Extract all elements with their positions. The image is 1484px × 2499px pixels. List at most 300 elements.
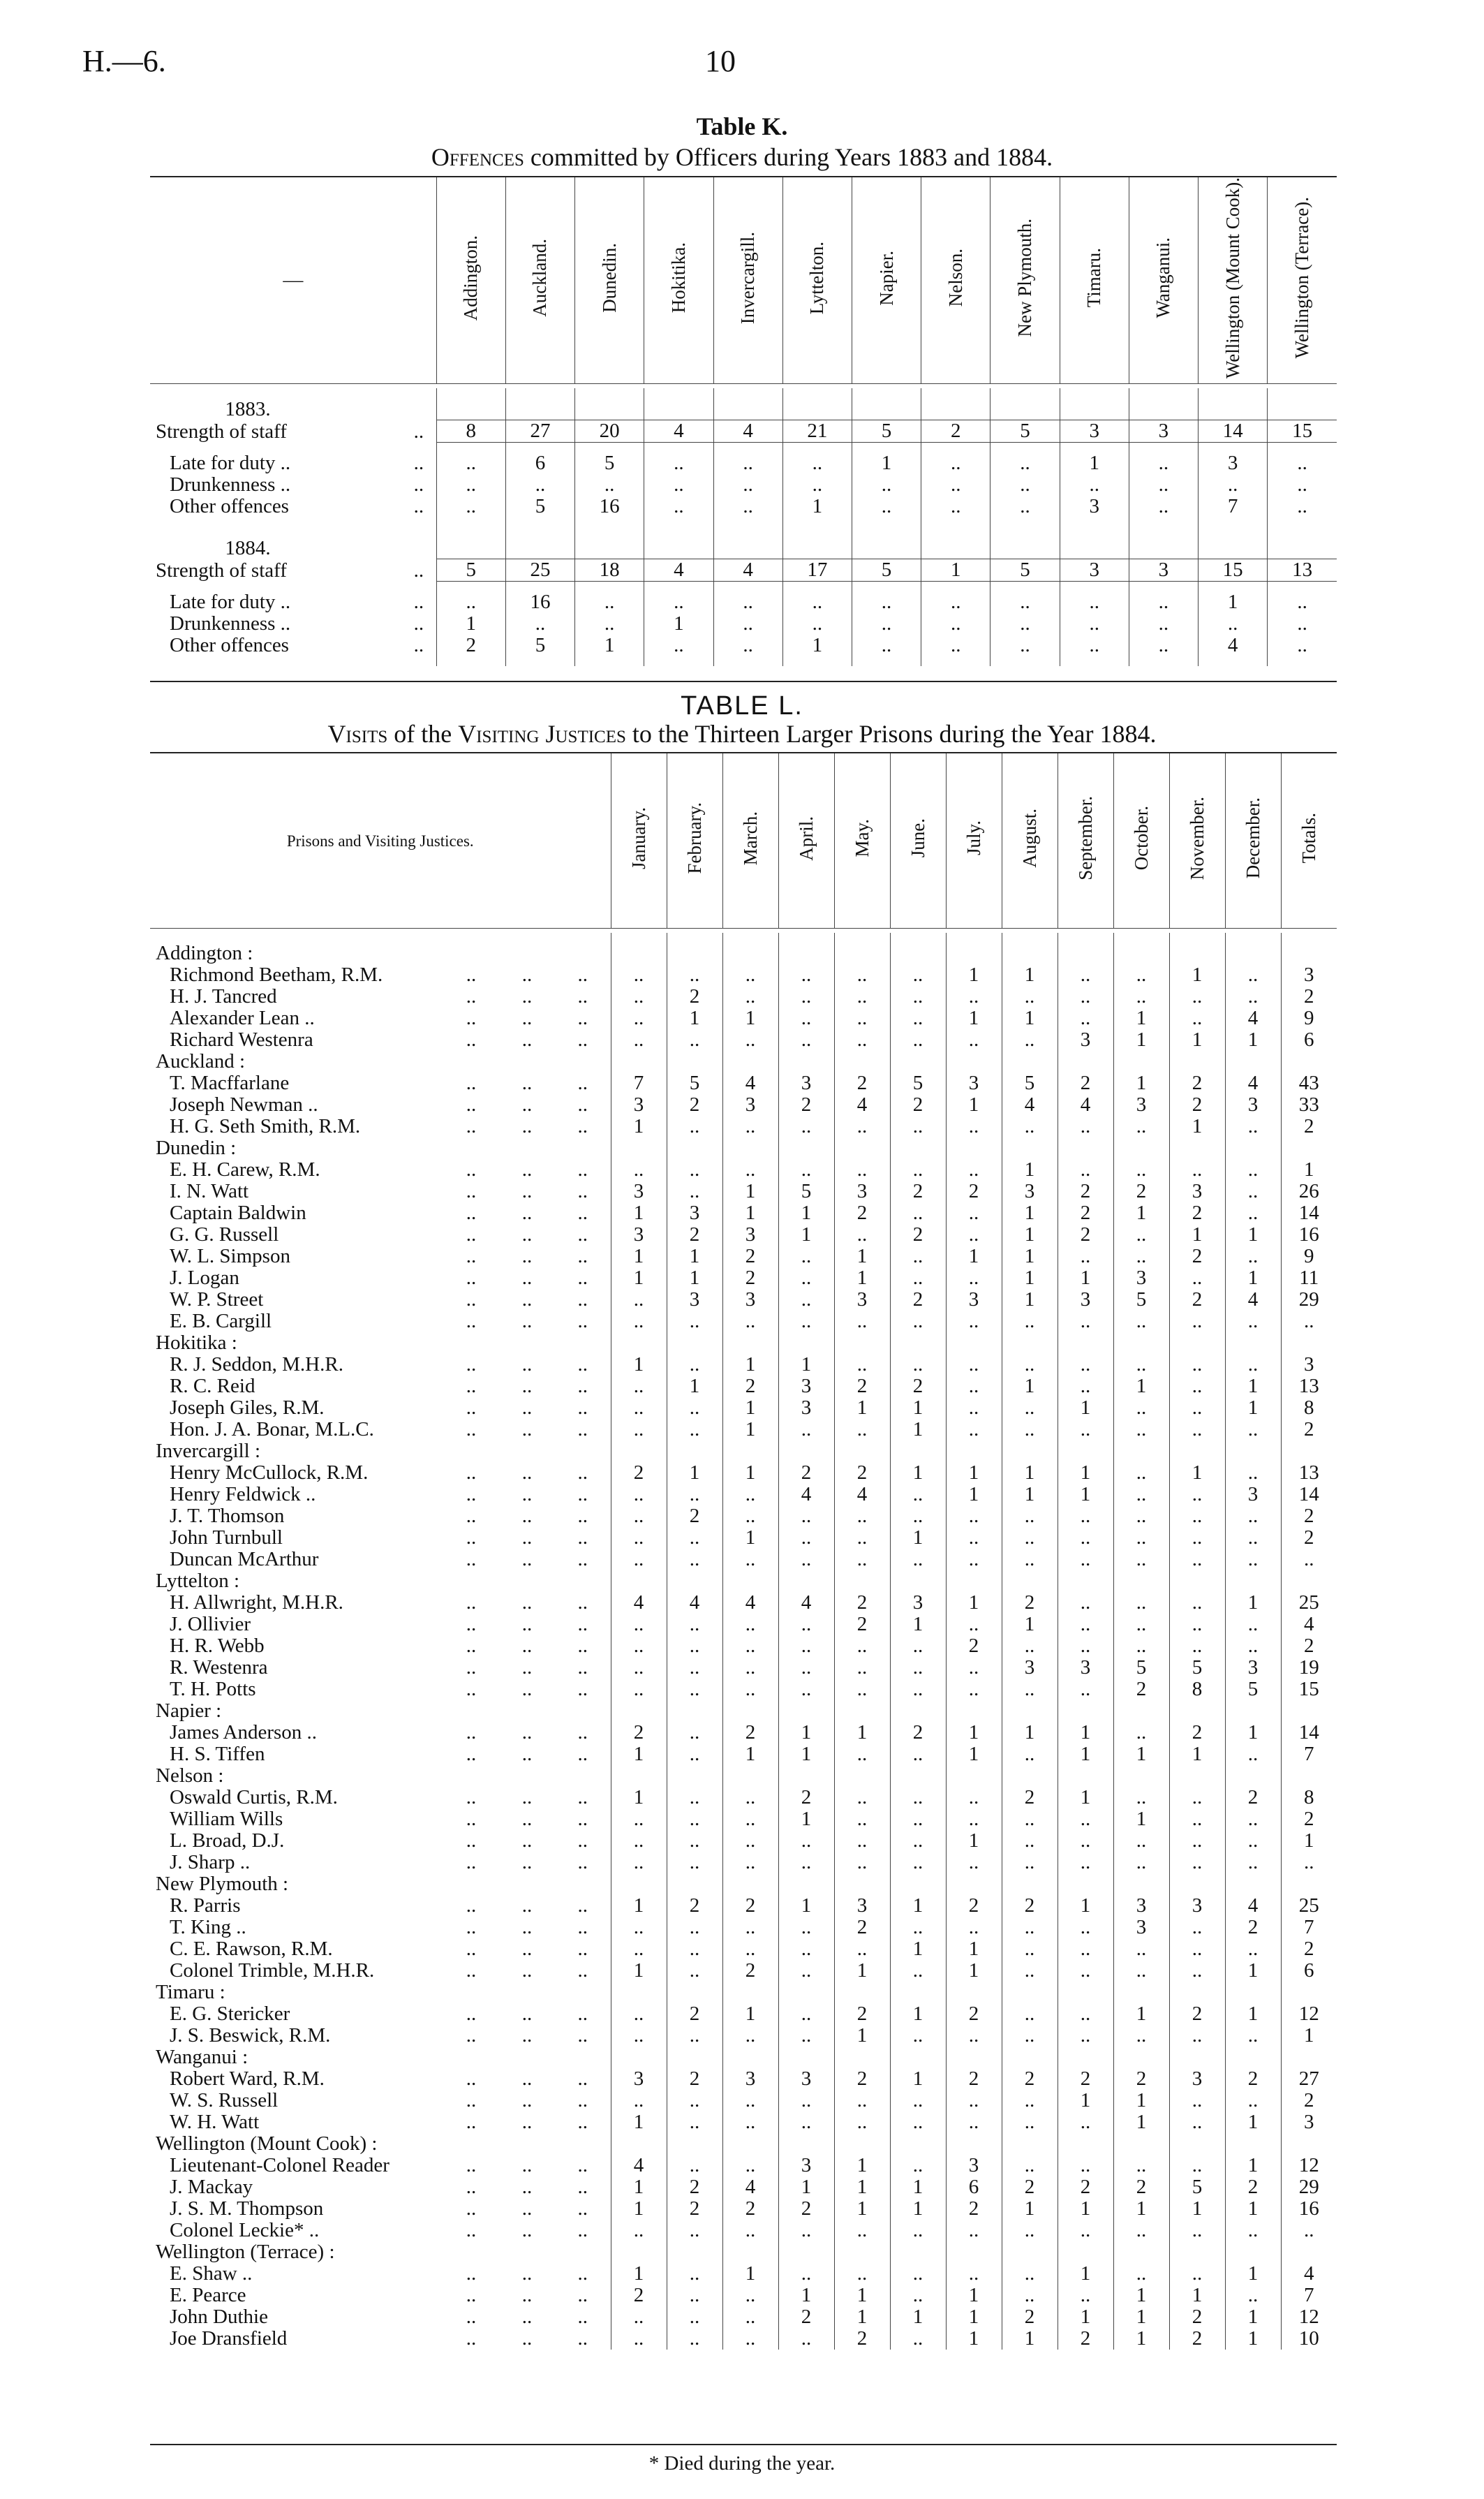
table-l-cell: 4 [1225,1072,1281,1094]
table-l-cell: 1 [1002,964,1058,986]
table-k-cell: .. [782,452,852,474]
table-l-cell: 1 [1058,1895,1113,1917]
table-l-cell: .. [667,1917,722,1938]
table-l-cell: 2 [946,2068,1002,2090]
table-l-cell: .. [1113,1484,1169,1505]
dot-leader: .. [521,1722,533,1744]
table-l-cell: .. [946,2220,1002,2241]
table-l-justice-name: R. Westenra [170,1657,268,1679]
table-k-cell: .. [1268,474,1337,496]
empty-cell [1058,2047,1113,2068]
table-l-cell: .. [722,1635,778,1657]
dot-leader: .. [466,2155,477,2176]
table-l-group-row [150,1700,1337,1722]
table-l-cell: 2 [834,1462,890,1484]
spacer-cell [782,656,852,666]
spacer-cell [575,656,644,666]
table-l-cell: 1 [1002,1246,1058,1267]
empty-cell [890,1051,946,1072]
table-l-cell: 2 [890,1181,946,1202]
table-l-cell: 3 [778,2068,834,2090]
table-l-cell: .. [834,1744,890,1765]
table-k-column-header [852,177,921,384]
table-l-cell: 2 [1225,2068,1281,2090]
table-l-group-name: Auckland : [156,1051,246,1072]
empty-cell [1281,1700,1337,1722]
table-l-cell: 2 [1113,1679,1169,1700]
table-l-cell: 2 [667,2003,722,2025]
table-k-cell: .. [782,613,852,635]
empty-cell [1002,2133,1058,2155]
table-l-group-name: Napier : [156,1700,222,1722]
table-k-column-header [644,177,713,384]
empty-cell [555,1873,611,1895]
table-l-cell: .. [1002,1419,1058,1440]
table-l-cell: .. [1113,1614,1169,1635]
table-l-cell: .. [890,1505,946,1527]
table-l-cell: 2 [1225,2176,1281,2198]
table-l-column-label: January. [628,807,649,869]
empty-cell [555,2133,611,2155]
table-l-cell: .. [946,2111,1002,2133]
table-l-cell: .. [1169,1505,1225,1527]
table-l-cell: 1 [890,2068,946,2090]
empty-cell [1113,1051,1169,1072]
spacer-cell [1268,656,1337,666]
table-l-cell: 1 [667,1246,722,1267]
table-k-spacer [150,517,1337,527]
table-l-cell: 2 [890,1376,946,1397]
table-l-cell: 1 [1225,2198,1281,2220]
table-l-cell: 1 [611,1246,667,1267]
table-l-cell: .. [722,1484,778,1505]
empty-cell [1225,1570,1281,1592]
dot-leader: .. [466,1527,477,1549]
table-l-justice-name: H. G. Seth Smith, R.M. [170,1116,361,1137]
dot-leader: .. [521,1008,533,1029]
empty-cell [1225,1137,1281,1159]
empty-cell [555,1137,611,1159]
table-l-cell: 1 [1281,1830,1337,1852]
dot-leader: .. [466,2263,477,2285]
dot-leader: .. [577,2025,588,2047]
dot-leader: .. [466,1917,477,1938]
table-l-cell: 12 [1281,2003,1337,2025]
empty-cell [499,1765,555,1787]
table-l-cell: 2 [722,2198,778,2220]
table-l-cell: .. [611,1376,667,1397]
empty-cell [1199,398,1268,420]
table-l-cell: .. [946,986,1002,1008]
dot-leader: .. [521,1072,533,1094]
table-k-cell: 16 [575,496,644,517]
table-k-subtitle-caps: Offences [431,143,524,171]
table-l-justice-name: L. Broad, D.J. [170,1830,285,1852]
empty-cell [667,1440,722,1462]
empty-cell [890,2047,946,2068]
table-l-cell: 2 [1281,1938,1337,1960]
empty-cell [1281,1982,1337,2003]
table-l-cell: 7 [1281,1744,1337,1765]
dot-leader: .. [521,2025,533,2047]
table-l-cell: .. [722,1917,778,1938]
empty-cell [667,1332,722,1354]
table-l-cell: 2 [890,1289,946,1311]
table-l-cell: .. [890,2155,946,2176]
table-l-cell: .. [1169,1549,1225,1570]
table-l-cell: .. [722,986,778,1008]
table-l-cell: .. [834,1635,890,1657]
empty-cell [1281,1570,1337,1592]
table-l-cell: 1 [1113,1376,1169,1397]
table-l-cell: .. [946,1354,1002,1376]
table-l-cell: .. [1058,1549,1113,1570]
table-l-cell: 2 [1113,2176,1169,2198]
table-l-cell: 3 [1002,1657,1058,1679]
table-k-cell: 16 [505,591,574,613]
empty-cell [1281,1051,1337,1072]
table-l-cell: .. [890,1008,946,1029]
table-l-cell: 3 [834,1289,890,1311]
table-k-column-label: Lyttelton. [806,241,828,315]
table-l-group-row [150,1051,1337,1072]
table-l-cell: .. [1113,1397,1169,1419]
table-l-cell: 4 [1002,1094,1058,1116]
table-l-cell: .. [834,1116,890,1137]
table-l-cell: 43 [1281,1072,1337,1094]
dot-leader: .. [466,2176,477,2198]
dot-leader: .. [466,1808,477,1830]
table-k-column-header [505,177,574,384]
dot-leader: .. [413,420,424,443]
table-l-cell: 12 [1281,2155,1337,2176]
table-l-cell: 2 [778,2306,834,2328]
table-l-column-header [778,753,834,929]
table-l-cell: 1 [834,2198,890,2220]
empty-cell [1002,1440,1058,1462]
table-l-cell: 2 [722,1895,778,1917]
table-k-column-header [436,177,505,384]
empty-cell [778,1873,834,1895]
table-l-justice-name: Joe Dransfield [170,2328,288,2350]
table-l-cell: .. [1225,1635,1281,1657]
table-l-cell: 6 [946,2176,1002,2198]
table-l-cell: 1 [890,2306,946,2328]
table-k-cell: 1 [575,635,644,656]
table-l-cell: .. [946,1311,1002,1332]
table-l-cell: 2 [722,1722,778,1744]
spacer-cell [1060,443,1129,453]
table-l-cell: .. [667,1419,722,1440]
table-l-cell: 2 [1225,1917,1281,1938]
table-l-cell: .. [834,1159,890,1181]
table-k-cell: .. [644,591,713,613]
table-l-cell: .. [946,1397,1002,1419]
table-l-cell: 2 [1058,2328,1113,2350]
dot-leader: .. [577,1376,588,1397]
table-k-cell: .. [921,474,990,496]
table-l-group-name: New Plymouth : [156,1873,289,1895]
table-l-cell: .. [722,1505,778,1527]
table-l-cell: .. [834,964,890,986]
table-l-cell: 1 [1281,1159,1337,1181]
spacer-cell [778,933,834,943]
table-l-label-header: Prisons and Visiting Justices. [286,832,474,850]
spacer-cell [1058,933,1113,943]
table-k-cell: 13 [1268,559,1337,582]
table-k-cell: .. [1129,452,1198,474]
table-l-cell: 1 [1058,2263,1113,2285]
table-l-cell: .. [1169,1267,1225,1289]
table-l-cell: .. [1002,2220,1058,2241]
table-l-cell: .. [1113,2155,1169,2176]
table-l-cell: 2 [1058,2068,1113,2090]
table-l-cell: 25 [1281,1592,1337,1614]
table-l-column-label: September. [1074,796,1096,880]
table-l-column-label: May. [851,819,873,857]
dot-leader: .. [466,1311,477,1332]
dot-leader: .. [577,1094,588,1116]
table-l-cell: 4 [1281,1614,1337,1635]
table-l-cell: .. [1281,2220,1337,2241]
table-l-cell: .. [611,1397,667,1419]
table-l-cell: 1 [946,2328,1002,2350]
table-l-cell: .. [890,2090,946,2111]
table-l-subtitle-rest: to the Thirteen Larger Prisons during the Year 1884. [625,720,1157,748]
table-l-cell: .. [1002,1505,1058,1527]
spacer-cell [1268,443,1337,453]
table-l-cell: .. [946,1159,1002,1181]
table-l-cell: .. [778,2263,834,2285]
table-l-cell: 1 [722,1181,778,1202]
table-l-cell: .. [611,2328,667,2350]
table-l-cell: 1 [1225,2306,1281,2328]
empty-cell [443,1137,499,1159]
dot-leader: .. [466,1787,477,1808]
table-l-cell: 1 [1002,1224,1058,1246]
empty-cell [890,2133,946,2155]
table-k-cell: 7 [1199,496,1268,517]
empty-cell [667,1700,722,1722]
table-l-justice-name: T. Macffarlane [170,1072,290,1094]
dot-leader: .. [577,1635,588,1657]
table-l-cell: 1 [722,2003,778,2025]
table-l-cell: .. [611,1808,667,1830]
empty-cell [946,1440,1002,1462]
table-l-cell: .. [1281,1549,1337,1570]
table-l-cell: 2 [1002,2176,1058,2198]
table-l-cell: .. [1225,1938,1281,1960]
empty-cell [946,1137,1002,1159]
table-l-cell: .. [834,1787,890,1808]
table-l-cell: 1 [611,1960,667,1982]
table-l-cell: .. [1281,1311,1337,1332]
dot-leader: .. [466,2285,477,2306]
empty-cell [611,943,667,964]
dot-leader: .. [577,2068,588,2090]
table-l-cell: 1 [778,2285,834,2306]
dot-leader: .. [577,1808,588,1830]
table-l-cell: .. [667,2263,722,2285]
table-l-cell: 1 [946,1744,1002,1765]
dot-leader: .. [577,1549,588,1570]
table-l-cell: 3 [722,2068,778,2090]
empty-cell [611,2047,667,2068]
table-l-cell: .. [890,1202,946,1224]
dot-leader: .. [466,1202,477,1224]
table-k-cell: .. [990,591,1060,613]
table-k-cell: .. [436,591,505,613]
table-l-justice-name: Richard Westenra [170,1029,313,1051]
empty-cell [575,398,644,420]
spacer-cell [436,582,505,592]
table-l-cell: 4 [611,1592,667,1614]
table-k-row-label: Drunkenness .. [170,613,291,635]
spacer-cell [505,582,574,592]
table-l-cell: 5 [1225,1679,1281,1700]
table-l-cell: .. [722,2111,778,2133]
empty-cell [611,1982,667,2003]
table-l-cell: .. [946,1808,1002,1830]
dot-leader: .. [466,986,477,1008]
empty-cell [611,1570,667,1592]
table-l-cell: .. [890,1246,946,1267]
table-l-cell: .. [722,1116,778,1137]
spacer-cell [1060,582,1129,592]
table-l-cell: 1 [1002,1614,1058,1635]
table-l-justice-name: T. H. Potts [170,1679,256,1700]
table-k-cell: .. [713,452,782,474]
table-row [150,2306,1337,2328]
spacer-cell [713,517,782,527]
table-l-cell: .. [834,1311,890,1332]
dot-leader: .. [466,1419,477,1440]
table-l-cell: .. [1225,2025,1281,2047]
table-l-cell: 9 [1281,1008,1337,1029]
dot-leader: .. [521,1830,533,1852]
table-l-cell: .. [611,1008,667,1029]
table-k-cell: .. [921,496,990,517]
table-l-cell: 25 [1281,1895,1337,1917]
table-l-cell: 1 [1058,1462,1113,1484]
table-row [150,1635,1337,1657]
table-l-cell: .. [667,1354,722,1376]
empty-cell [443,2133,499,2155]
table-row [150,964,1337,986]
table-l-cell: .. [1169,1808,1225,1830]
table-l-cell: 1 [1002,1202,1058,1224]
empty-cell [499,1982,555,2003]
table-l-cell: .. [667,1484,722,1505]
table-l-cell: .. [834,2263,890,2285]
spacer-cell [1129,527,1198,537]
table-l-cell: .. [1058,1311,1113,1332]
empty-cell [946,1332,1002,1354]
table-l-cell: 1 [1113,2003,1169,2025]
empty-cell [644,537,713,559]
empty-cell [1058,1765,1113,1787]
empty-cell [443,1570,499,1592]
spacer-cell [436,443,505,453]
table-l-justice-name: Hon. J. A. Bonar, M.L.C. [170,1419,374,1440]
table-l-justice-name: W. S. Russell [170,2090,279,2111]
table-l-cell: 1 [667,1267,722,1289]
table-row [150,1354,1337,1376]
table-l-cell: 5 [1169,1657,1225,1679]
table-l-cell: .. [834,1830,890,1852]
table-row [150,1159,1337,1181]
spacer-cell [852,517,921,527]
dot-leader: .. [413,452,424,475]
table-k-cell: 3 [1129,559,1198,582]
table-l-cell: 2 [890,1094,946,1116]
empty-cell [921,398,990,420]
table-l-cell: 3 [834,1895,890,1917]
table-l-cell: 1 [1225,2155,1281,2176]
table-l-justice-name: John Turnbull [170,1527,283,1549]
table-l-cell: .. [890,2285,946,2306]
table-l-cell: 1 [778,1354,834,1376]
table-l-cell: 1 [834,2306,890,2328]
table-l-cell: .. [890,1029,946,1051]
dot-leader: .. [413,591,424,614]
table-l-cell: 3 [1169,1181,1225,1202]
spacer-cell [1060,527,1129,537]
spacer-cell [1002,933,1058,943]
table-k-cell: 1 [921,559,990,582]
spacer-cell [990,517,1060,527]
table-l-cell: 10 [1281,2328,1337,2350]
empty-cell [834,2047,890,2068]
dot-leader: .. [466,1592,477,1614]
empty-cell [499,1051,555,1072]
table-l-justice-name: Robert Ward, R.M. [170,2068,325,2090]
table-l-cell: 3 [1225,1657,1281,1679]
table-row [150,1679,1337,1700]
dot-leader: .. [521,1354,533,1376]
dot-leader: .. [577,1267,588,1289]
table-l-cell: 1 [1002,1484,1058,1505]
spacer-cell [782,527,852,537]
empty-cell [1113,2241,1169,2263]
empty-cell [1058,1051,1113,1072]
table-l-cell: 3 [834,1181,890,1202]
empty-cell [667,1982,722,2003]
spacer-cell [890,933,946,943]
table-row [150,2025,1337,2047]
table-l-group-name: Lyttelton : [156,1570,240,1592]
table-l-cell: .. [778,1267,834,1289]
table-l-cell: 8 [1281,1397,1337,1419]
table-l-cell: 1 [1113,1072,1169,1094]
table-l-cell: .. [667,1852,722,1873]
table-l-cell: 1 [946,1722,1002,1744]
table-l-cell: .. [834,2090,890,2111]
empty-cell [499,1700,555,1722]
table-l-cell: .. [1169,1917,1225,1938]
table-l-cell: .. [722,2220,778,2241]
table-k-blank-header: — [283,269,304,292]
table-l-cell: .. [778,1679,834,1700]
table-l-cell: .. [834,1808,890,1830]
table-l-cell: 2 [1281,1635,1337,1657]
empty-cell [1058,2241,1113,2263]
table-l-justice-name: W. L. Simpson [170,1246,290,1267]
table-l-cell: .. [1058,1505,1113,1527]
empty-cell [1225,1440,1281,1462]
table-l-group-name: Hokitika : [156,1332,237,1354]
spacer-cell [782,388,852,398]
